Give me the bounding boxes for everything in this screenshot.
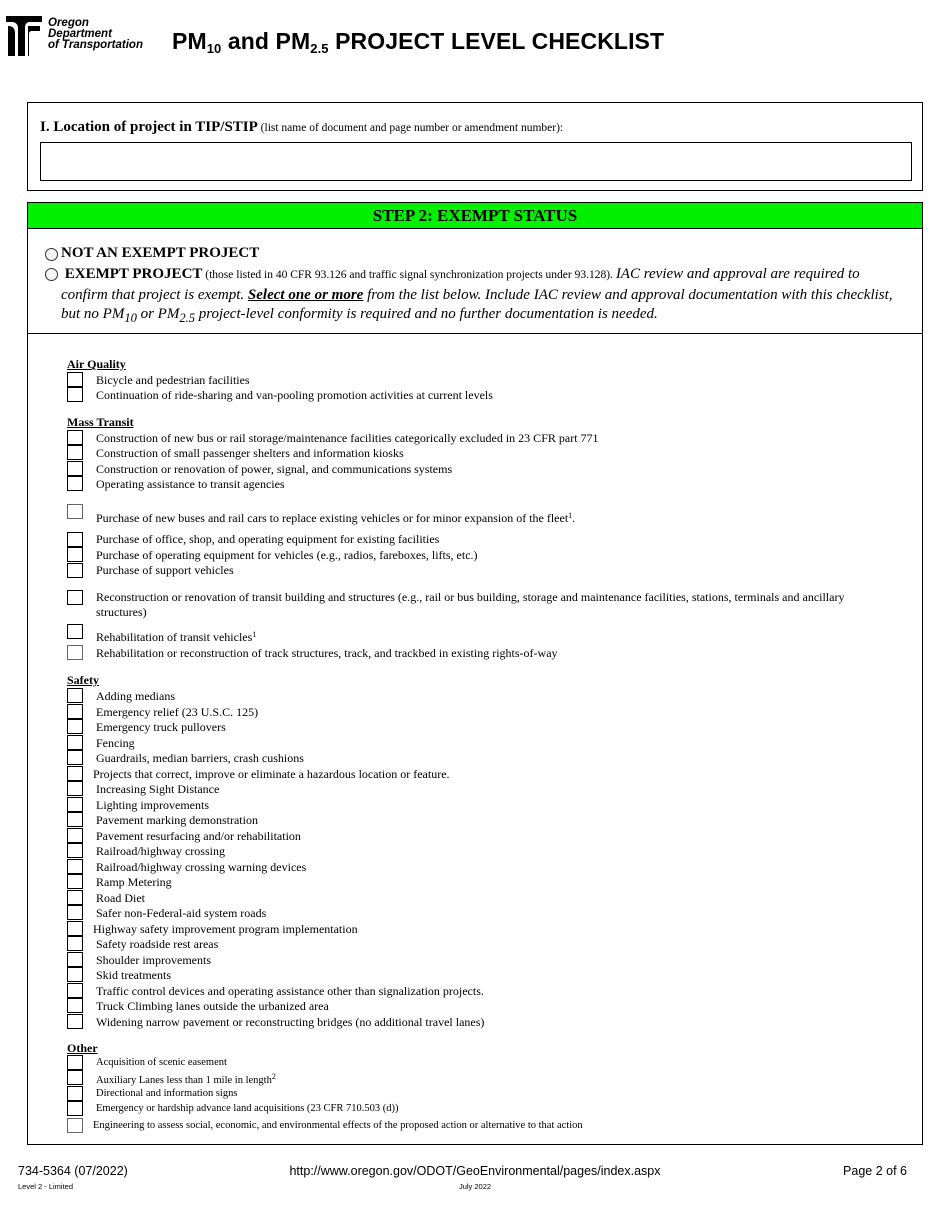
- checkbox-operating-assistance[interactable]: [67, 476, 83, 491]
- checkbox-scenic-easement[interactable]: [67, 1055, 83, 1070]
- title-sub-10: 10: [206, 41, 222, 56]
- item-rehab-vehicles: [96, 630, 256, 645]
- checkbox-power-signal[interactable]: [67, 461, 83, 476]
- location-label-bold: I. Location of project in TIP/STIP: [40, 119, 258, 135]
- item-safety-9: Pavement resurfacing and/or rehabilitation: [96, 829, 301, 843]
- checkbox-vehicle-equipment[interactable]: [67, 547, 83, 562]
- item-safety-6: Increasing Sight Distance: [96, 782, 220, 796]
- item-safety-21: Widening narrow pavement or reconstructing bridges (no additional travel lanes): [96, 1015, 485, 1029]
- title-pm: PM: [172, 28, 207, 54]
- page-number: Page 2 of 6: [843, 1164, 907, 1178]
- item-safety-2: Emergency truck pullovers: [96, 720, 226, 734]
- footnote-ref-2: 2: [271, 1072, 276, 1081]
- location-label-note: (list name of document and page number or amendment number):: [257, 122, 564, 134]
- checkbox-safety-7[interactable]: [67, 797, 83, 812]
- logo-line-2: Department: [48, 28, 112, 40]
- item-safety-13: Road Diet: [96, 891, 145, 905]
- checkbox-safety-19[interactable]: [67, 983, 83, 998]
- step2-title-bar: STEP 2: EXEMPT STATUS: [27, 202, 923, 229]
- item-safety-18: Skid treatments: [96, 968, 171, 982]
- item-vehicle-equipment: Purchase of operating equipment for vehicles (e.g., radios, fareboxes, lifts, etc.): [96, 548, 478, 562]
- exempt-radio[interactable]: [45, 268, 58, 281]
- item-reconstruction-transit: Reconstruction or renovation of transit building and structures (e.g., rail or bus building, storage and maintenance facilities, stations, terminals and ancillary structures): [96, 590, 845, 619]
- checkbox-safety-18[interactable]: [67, 967, 83, 982]
- checkbox-engineering-assess[interactable]: [67, 1118, 83, 1133]
- category-air-quality: Air Quality: [67, 357, 126, 371]
- checkbox-safety-13[interactable]: [67, 890, 83, 905]
- exempt-iac-note: IAC review and approval are required to confirm that project is exempt.: [61, 266, 860, 303]
- checkbox-safety-10[interactable]: [67, 843, 83, 858]
- checkbox-safety-9[interactable]: [67, 828, 83, 843]
- odot-logo-icon: [4, 14, 44, 58]
- category-mass-transit: Mass Transit: [67, 415, 134, 429]
- item-safety-3: Fencing: [96, 736, 135, 750]
- exempt-instructions: from the list below. Include IAC review and approval documentation with this checklist, but no PM: [61, 286, 893, 322]
- checkbox-bicycle[interactable]: [67, 372, 83, 387]
- item-auxiliary-lanes: [96, 1072, 276, 1086]
- item-support-vehicles: Purchase of support vehicles: [96, 563, 234, 577]
- item-shelters: Construction of small passenger shelters and information kiosks: [96, 446, 404, 460]
- checkbox-safety-20[interactable]: [67, 998, 83, 1013]
- checkbox-safety-21[interactable]: [67, 1014, 83, 1029]
- exempt-label: EXEMPT PROJECT: [64, 266, 203, 282]
- form-number: 734-5364 (07/2022): [18, 1164, 128, 1178]
- item-safety-12: Ramp Metering: [96, 875, 172, 889]
- location-section: [27, 102, 923, 191]
- item-new-buses: [96, 511, 575, 526]
- item-engineering-assess: Engineering to assess social, economic, and environmental effects of the proposed action or alternative to that action: [93, 1120, 583, 1131]
- checkbox-safety-8[interactable]: [67, 812, 83, 827]
- item-safety-14: Safer non-Federal-aid system roads: [96, 906, 267, 920]
- access-level: Level 2 - Limited: [18, 1182, 74, 1191]
- item-safety-11: Railroad/highway crossing warning devices: [96, 860, 307, 874]
- checkbox-safety-12[interactable]: [67, 874, 83, 889]
- item-new-buses-text: Purchase of new buses and rail cars to replace existing vehicles or for minor expansion of the fleet: [96, 511, 569, 525]
- page-header: [0, 0, 950, 70]
- page-title: [172, 28, 664, 56]
- item-directional-signs: Directional and information signs: [96, 1088, 238, 1099]
- checkbox-track-rehab[interactable]: [67, 645, 83, 660]
- logo-line-3: of Transportation: [48, 39, 143, 51]
- item-safety-20: Truck Climbing lanes outside the urbanized area: [96, 999, 329, 1013]
- checkbox-safety-4[interactable]: [67, 750, 83, 765]
- checkbox-safety-15[interactable]: [67, 921, 83, 936]
- checkbox-safety-2[interactable]: [67, 719, 83, 734]
- exempt-cfr-note: (those listed in 40 CFR 93.126 and traffic signal synchronization projects under 93.128).: [202, 269, 616, 281]
- item-safety-10: Railroad/highway crossing: [96, 844, 225, 858]
- location-input[interactable]: [40, 142, 912, 181]
- exempt-or-pm: or PM: [136, 306, 180, 322]
- exempt-option-text: [61, 265, 906, 329]
- item-rehab-vehicles-text: Rehabilitation of transit vehicles: [96, 630, 253, 644]
- item-new-storage: Construction of new bus or rail storage/maintenance facilities categorically excluded in 23 CFR part 771: [96, 431, 599, 445]
- checkbox-safety-16[interactable]: [67, 936, 83, 951]
- item-auxiliary-lanes-text: Auxiliary Lanes less than 1 mile in length: [96, 1075, 272, 1086]
- item-safety-1: Emergency relief (23 U.S.C. 125): [96, 705, 259, 719]
- checkbox-support-vehicles[interactable]: [67, 563, 83, 578]
- item-safety-19: Traffic control devices and operating assistance other than signalization projects.: [96, 984, 484, 998]
- item-safety-15: Highway safety improvement program implementation: [93, 922, 358, 936]
- logo-line-1: Oregon: [48, 17, 89, 29]
- checkbox-safety-6[interactable]: [67, 781, 83, 796]
- checkbox-ride-sharing[interactable]: [67, 387, 83, 402]
- checkbox-safety-0[interactable]: [67, 688, 83, 703]
- exempt-conformity-note: project-level conformity is required and no further documentation is needed.: [194, 306, 658, 322]
- item-safety-4: Guardrails, median barriers, crash cushions: [96, 751, 304, 765]
- item-office-equipment: Purchase of office, shop, and operating equipment for existing facilities: [96, 532, 440, 546]
- item-safety-16: Safety roadside rest areas: [96, 937, 219, 951]
- checkbox-shelters[interactable]: [67, 445, 83, 460]
- item-safety-8: Pavement marking demonstration: [96, 813, 258, 827]
- exempt-select-note: Select one or more: [247, 286, 364, 303]
- footnote-period: .: [572, 511, 576, 525]
- item-safety-7: Lighting improvements: [96, 798, 209, 812]
- checkbox-hardship-acquisitions[interactable]: [67, 1101, 83, 1116]
- item-power-signal: Construction or renovation of power, signal, and communications systems: [96, 462, 453, 476]
- page-footer: [0, 1160, 950, 1200]
- checkbox-auxiliary-lanes[interactable]: [67, 1070, 83, 1085]
- footer-date: July 2022: [458, 1182, 492, 1191]
- category-safety: Safety: [67, 673, 99, 687]
- odot-logo-text: [48, 18, 143, 51]
- checkbox-new-buses[interactable]: [67, 504, 83, 519]
- item-ride-sharing: Continuation of ride-sharing and van-pooling promotion activities at current levels: [96, 388, 493, 402]
- category-other: Other: [67, 1041, 98, 1055]
- item-operating-assistance: Operating assistance to transit agencies: [96, 477, 285, 491]
- checkbox-safety-5[interactable]: [67, 766, 83, 781]
- checkbox-safety-1[interactable]: [67, 704, 83, 719]
- item-safety-17: Shoulder improvements: [96, 953, 211, 967]
- not-exempt-radio[interactable]: [45, 248, 58, 261]
- checkbox-directional-signs[interactable]: [67, 1086, 83, 1101]
- checkbox-rehab-vehicles[interactable]: [67, 624, 83, 639]
- location-label: [40, 119, 563, 136]
- footer-url[interactable]: http://www.oregon.gov/ODOT/GeoEnvironmental/pages/index.aspx: [289, 1164, 661, 1178]
- checkbox-safety-11[interactable]: [67, 859, 83, 874]
- step2-divider: [27, 333, 923, 334]
- footnote-ref-1: 1: [568, 511, 573, 520]
- title-and: and PM: [221, 28, 311, 54]
- footnote-ref-1b: 1: [252, 630, 257, 639]
- title-rest: PROJECT LEVEL CHECKLIST: [328, 28, 665, 54]
- checkbox-office-equipment[interactable]: [67, 532, 83, 547]
- checkbox-safety-14[interactable]: [67, 905, 83, 920]
- checkbox-safety-3[interactable]: [67, 735, 83, 750]
- checkbox-new-storage[interactable]: [67, 430, 83, 445]
- item-bicycle: Bicycle and pedestrian facilities: [96, 373, 250, 387]
- not-exempt-label: NOT AN EXEMPT PROJECT: [61, 245, 260, 261]
- item-safety-5: Projects that correct, improve or eliminate a hazardous location or feature.: [93, 767, 450, 781]
- checkbox-safety-17[interactable]: [67, 952, 83, 967]
- item-hardship-acquisitions: Emergency or hardship advance land acquisitions (23 CFR 710.503 (d)): [96, 1103, 399, 1114]
- item-safety-0: Adding medians: [96, 689, 175, 703]
- item-track-rehab: Rehabilitation or reconstruction of track structures, track, and trackbed in existing rights-of-way: [96, 646, 558, 660]
- checkbox-reconstruction-transit[interactable]: [67, 590, 83, 605]
- exempt-sub-10: 10: [124, 311, 137, 325]
- exempt-sub-25: 2.5: [179, 311, 195, 325]
- item-scenic-easement: Acquisition of scenic easement: [96, 1057, 227, 1068]
- title-sub-25: 2.5: [310, 41, 329, 56]
